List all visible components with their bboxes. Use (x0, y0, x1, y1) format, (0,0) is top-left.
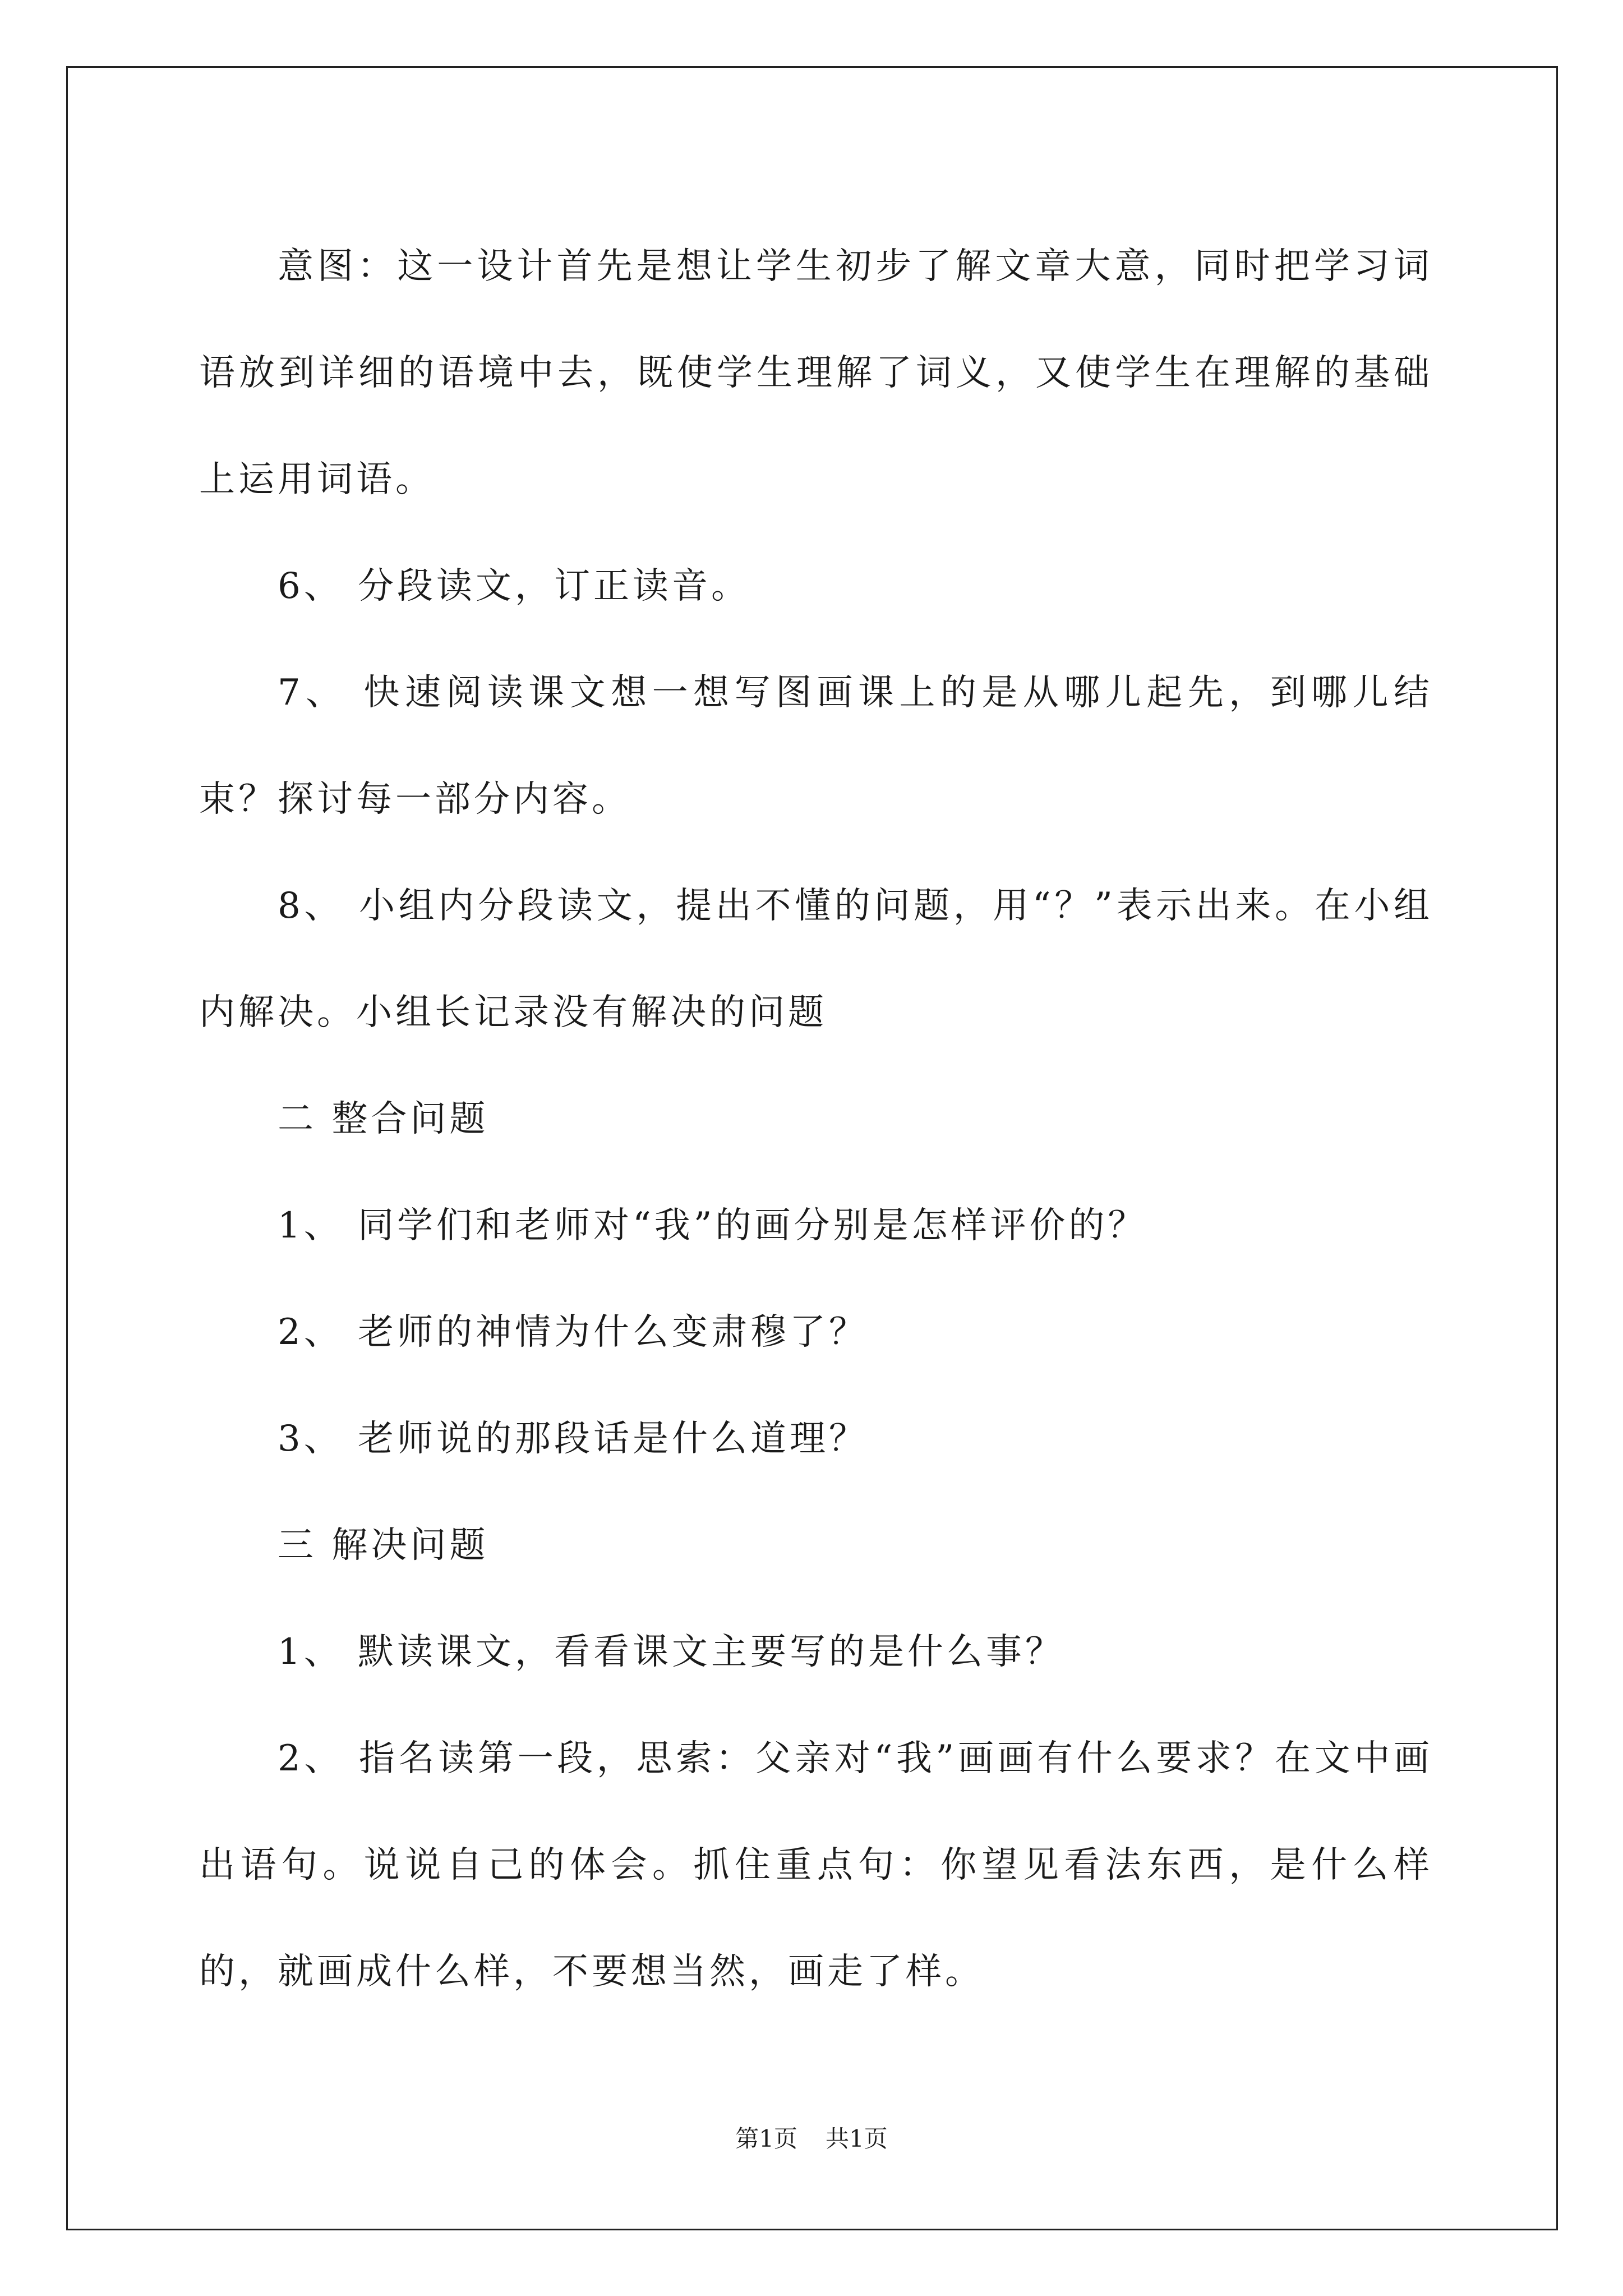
page-total: 共1页 (826, 2125, 888, 2152)
paragraph-step-8: 8、 小组内分段读文，提出不懂的问题，用“？”表示出来。在小组内解决。小组长记录没有解决的问题 (199, 885, 1433, 1033)
question-2: 2、 老师的神情为什么变肃穆了？ (278, 1312, 869, 1353)
page-number: 第1页 (735, 2125, 797, 2152)
solve-step-1: 1、 默读课文，看看课文主要写的是什么事？ (278, 1631, 1065, 1673)
section-heading-integrate: 二 整合问题 (278, 1098, 489, 1140)
paragraph-step-7: 7、 快速阅读课文想一想写图画课上的是从哪儿起先，到哪儿结束？探讨每一部分内容。 (199, 672, 1433, 820)
document-body (199, 213, 1433, 2025)
question-3: 3、 老师说的那段话是什么道理？ (278, 1418, 869, 1460)
paragraph-step-6: 6、 分段读文，订正读音。 (278, 565, 751, 607)
question-1: 1、 同学们和老师对“我”的画分别是怎样评价的？ (278, 1205, 1147, 1246)
solve-step-2: 2、 指名读第一段，思索：父亲对“我”画画有什么要求？在文中画出语句。说说自己的体会。抓住重点句：你望见看法东西，是什么样的，就画成什么样，不要想当然，画走了样。 (199, 1738, 1433, 1993)
paragraph-intent: 意图：这一设计首先是想让学生初步了解文章大意，同时把学习词语放到详细的语境中去，既使学生理解了词义，又使学生在理解的基础上运用词语。 (199, 246, 1433, 500)
section-heading-solve: 三 解决问题 (278, 1525, 489, 1566)
page-footer (0, 2120, 1623, 2154)
